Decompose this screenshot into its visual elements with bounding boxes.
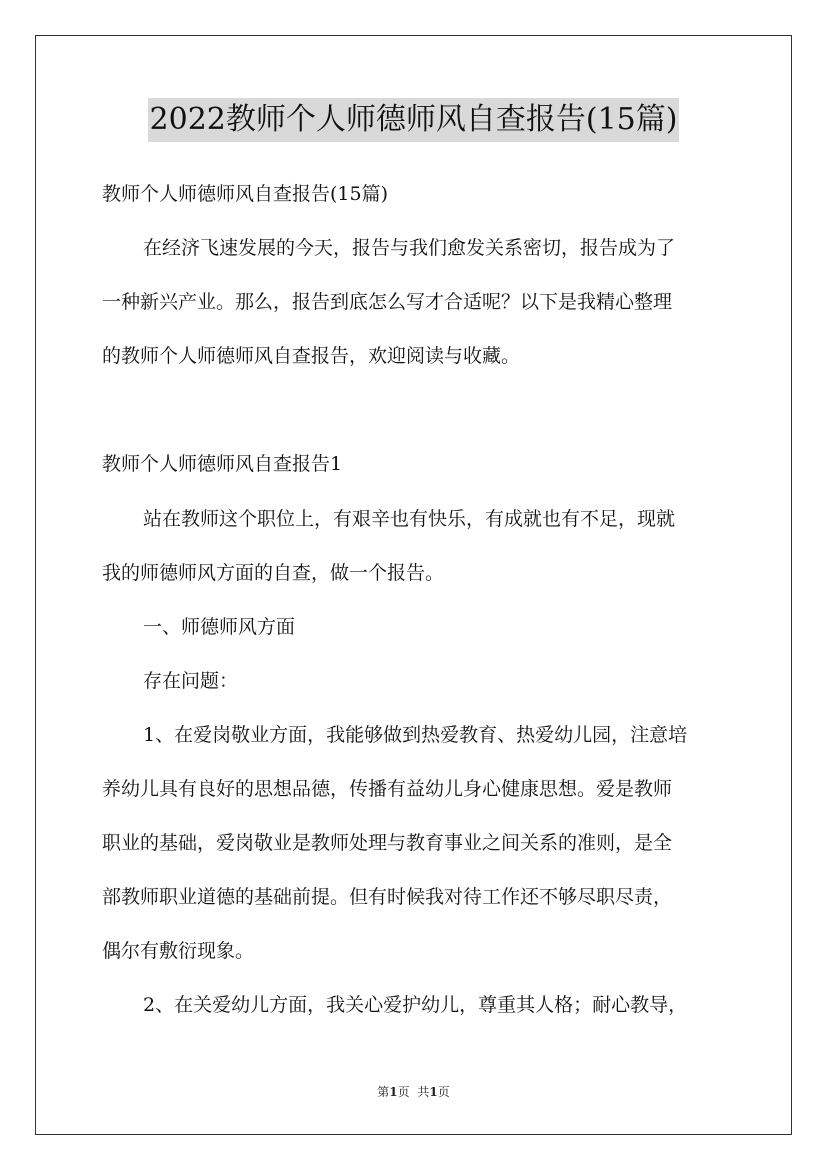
section-heading: 教师个人师德师风自查报告1 xyxy=(102,453,343,475)
paragraph-line: 部教师职业道德的基础前提。但有时候我对待工作还不够尽职尽责， xyxy=(102,886,673,908)
paragraph-line: 的教师个人师德师风自查报告，欢迎阅读与收藏。 xyxy=(102,345,521,367)
paragraph-line: 我的师德师风方面的自查，做一个报告。 xyxy=(102,562,445,584)
page-footer xyxy=(0,1083,827,1101)
subsection-heading: 一、师德师风方面 xyxy=(143,616,296,638)
paragraph-line: 一种新兴产业。那么，报告到底怎么写才合适呢？以下是我精心整理 xyxy=(102,291,673,313)
subtitle-line: 教师个人师德师风自查报告(15篇) xyxy=(102,183,389,205)
paragraph-line: 2、在关爱幼儿方面，我关心爱护幼儿，尊重其人格；耐心教导， xyxy=(143,994,688,1016)
title-container xyxy=(0,98,827,142)
paragraph-line: 职业的基础，爱岗敬业是教师处理与教育事业之间关系的准则，是全 xyxy=(102,832,673,854)
footer-page-number: 1 xyxy=(389,1085,398,1099)
footer-total-prefix: 共 xyxy=(417,1085,430,1099)
footer-total-suffix: 页 xyxy=(437,1085,450,1099)
paragraph-line: 养幼儿具有良好的思想品德，传播有益幼儿身心健康思想。爱是教师 xyxy=(102,778,673,800)
paragraph-line: 1、在爱岗敬业方面，我能够做到热爱教育、热爱幼儿园，注意培 xyxy=(143,724,688,746)
paragraph-line: 在经济飞速发展的今天，报告与我们愈发关系密切，报告成为了 xyxy=(143,237,676,259)
paragraph-line: 站在教师这个职位上，有艰辛也有快乐，有成就也有不足，现就 xyxy=(143,508,676,530)
footer-total-pages: 1 xyxy=(429,1085,438,1099)
document-title: 2022教师个人师德师风自查报告(15篇) xyxy=(148,98,680,142)
footer-page-prefix: 第 xyxy=(377,1085,390,1099)
footer-page-suffix: 页 xyxy=(397,1085,410,1099)
paragraph-line: 偶尔有敷衍现象。 xyxy=(102,940,255,962)
paragraph-line: 存在问题： xyxy=(143,670,239,692)
